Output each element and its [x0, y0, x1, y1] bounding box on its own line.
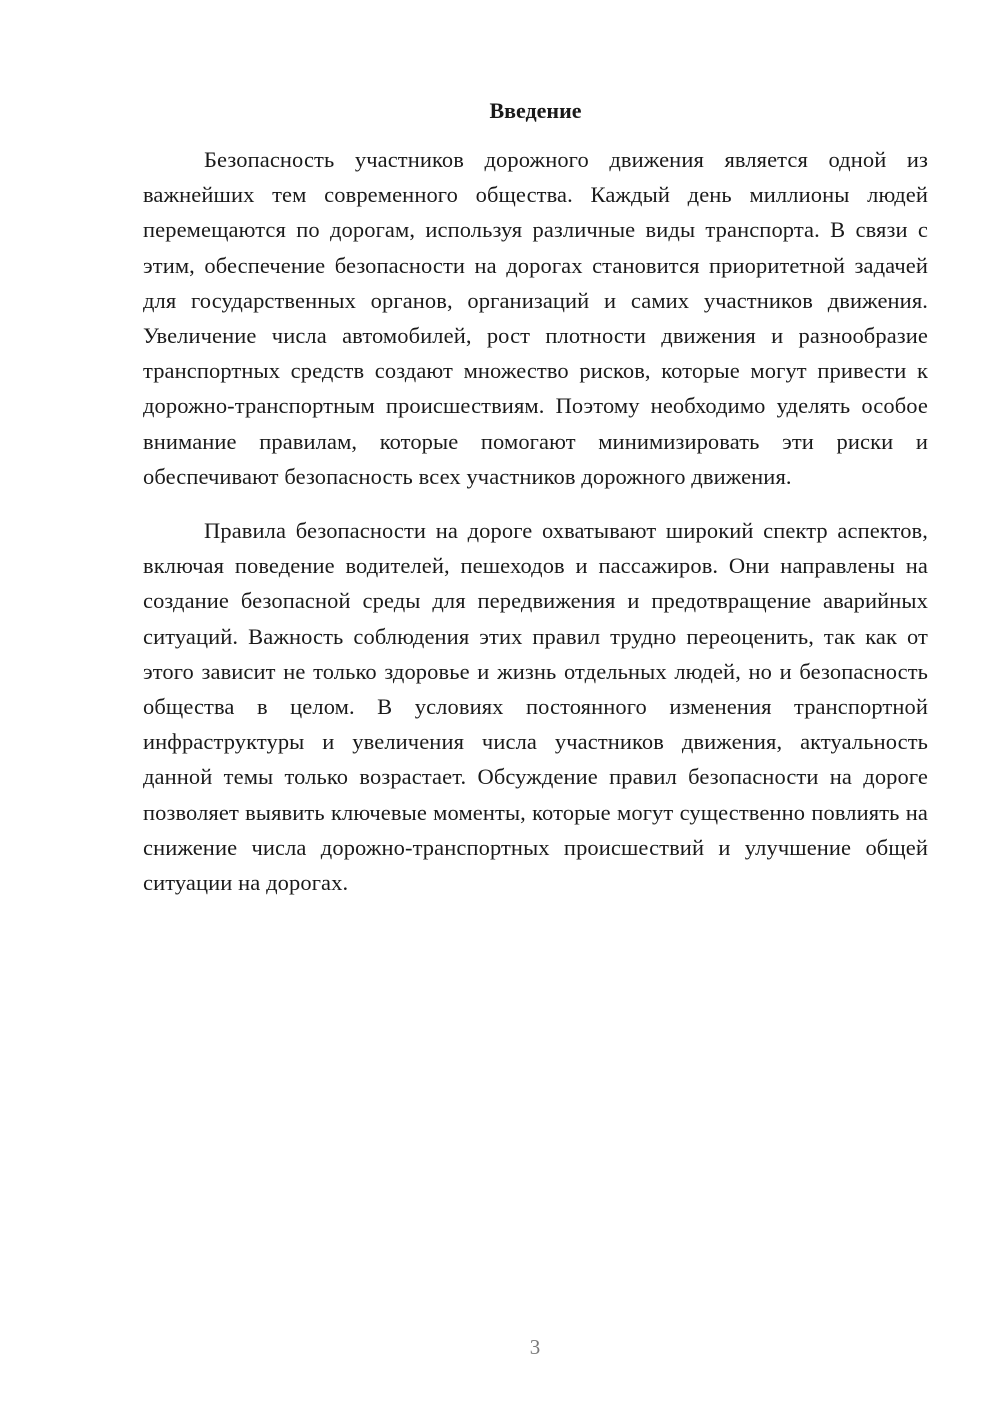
- body-text: [143, 142, 928, 900]
- page-number: 3: [529, 1335, 541, 1359]
- paragraph-2: Правила безопасности на дороге охватывают широкий спектр аспектов, включая поведение водителей, пешеходов и пассажиров. Они направлены на создание безопасной среды для передвижения и предотвращение аварийных ситуаций. Важность соблюдения этих правил трудно переоценить, так как от этого зависит не только здоровье и жизнь отдельных людей, но и безопасность общества в целом. В условиях постоянного изменения транспортной инфраструктуры и увеличения числа участников движения, актуальность данной темы только возрастает. Обсуждение правил безопасности на дороге позволяет выявить ключевые моменты, которые могут существенно повлиять на снижение числа дорожно-транспортных происшествий и улучшение общей ситуации на дорогах.: [143, 518, 928, 896]
- paragraph-1: Безопасность участников дорожного движения является одной из важнейших тем современного общества. Каждый день миллионы людей перемещаются по дорогам, используя различные виды транспорта. В связи с этим, обеспечение безопасности на дорогах становится приоритетной задачей для государственных органов, организаций и самих участников движения. Увеличение числа автомобилей, рост плотности движения и разнообразие транспортных средств создают множество рисков, которые могут привести к дорожно-транспортным происшествиям. Поэтому необходимо уделять особое внимание правилам, которые помогают минимизировать эти риски и обеспечивают безопасность всех участников дорожного движения.: [143, 147, 928, 489]
- page-title: Введение: [489, 98, 582, 123]
